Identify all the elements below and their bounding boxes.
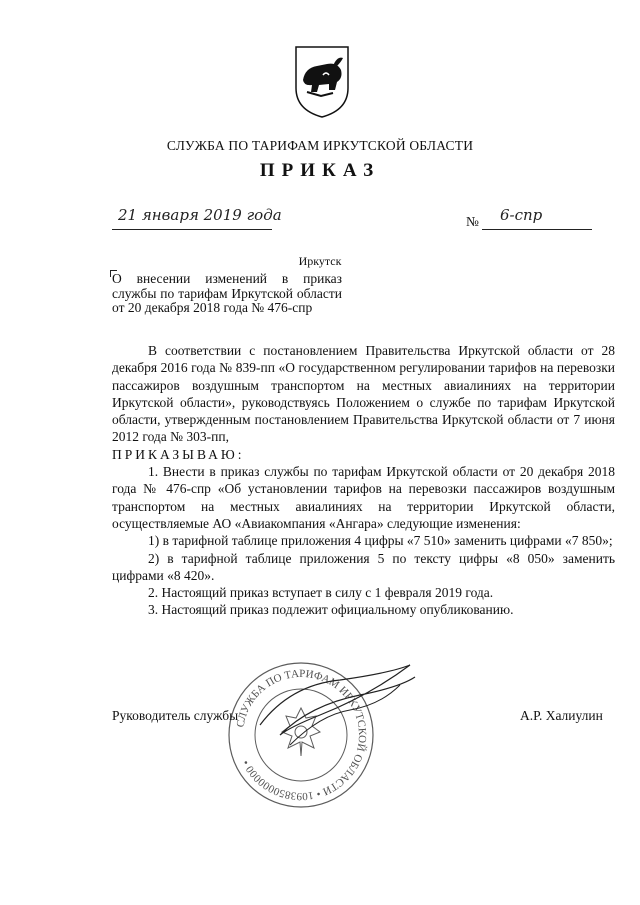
preamble-paragraph: В соответствии с постановлением Правительства Иркутской области от 28 декабря 2016 года № 839-пп «О государственном регулировании тарифов на перевозки пассажиров воздушным транспортом на местных авиалиниях на территории Иркутской области», руководствуясь Положением о службе по тарифам Иркутской области, утвержденным постановлением Правительства Иркутской области от 7 июня 2012 года № 303-пп, [112, 343, 615, 445]
item-2: 2. Настоящий приказ вступает в силу с 1 февраля 2019 года. [148, 585, 494, 601]
signatory-position: Руководитель службы [112, 708, 239, 723]
item-1-subitem-2: 2) в тарифной таблице приложения 5 по тексту цифры «8 050» заменить цифрами «8 420». [112, 550, 615, 583]
document-body [112, 342, 615, 619]
date-underline [112, 229, 272, 230]
svg-text:СЛУЖБА ПО ТАРИФАМ ИРКУТСКОЙ ОБ: СЛУЖБА ПО ТАРИФАМ ИРКУТСКОЙ ОБЛАСТИ • 1093850000000 • [234, 667, 369, 803]
item-1-subitem-1: 1) в тарифной таблице приложения 4 цифры «7 510» заменить цифрами «7 850»; [148, 533, 613, 549]
item-3: 3. Настоящий приказ подлежит официальному опубликованию. [148, 602, 514, 618]
handwritten-number: 6-спр [500, 206, 543, 224]
city-name: Иркутск [298, 254, 342, 268]
handwritten-date: 21 января 2019 года [118, 206, 282, 224]
orders-word: ПРИКАЗЫВАЮ: [112, 446, 245, 462]
agency-name: СЛУЖБА ПО ТАРИФАМ ИРКУТСКОЙ ОБЛАСТИ [166, 138, 474, 153]
signatory-name: А.Р. Халиулин [520, 708, 603, 723]
document-subject: О внесении изменений в приказ службы по тарифам Иркутской области от 20 декабря 2018 года № 476-спр [112, 271, 342, 315]
handwritten-signature [250, 655, 420, 765]
number-label: № [466, 214, 479, 229]
irkutsk-coat-of-arms-icon [293, 44, 351, 120]
document-type-title: ПРИКАЗ [259, 160, 381, 181]
item-1: 1. Внести в приказ службы по тарифам Иркутской области от 20 декабря 2018 года № 476-спр «Об установлении тарифов на перевозки пассажиров воздушным транспортом на местных авиалиниях на территории Иркутской области, осуществляемые АО «Авиакомпания «Ангара» следующие изменения: [112, 464, 615, 531]
number-underline [482, 229, 592, 230]
